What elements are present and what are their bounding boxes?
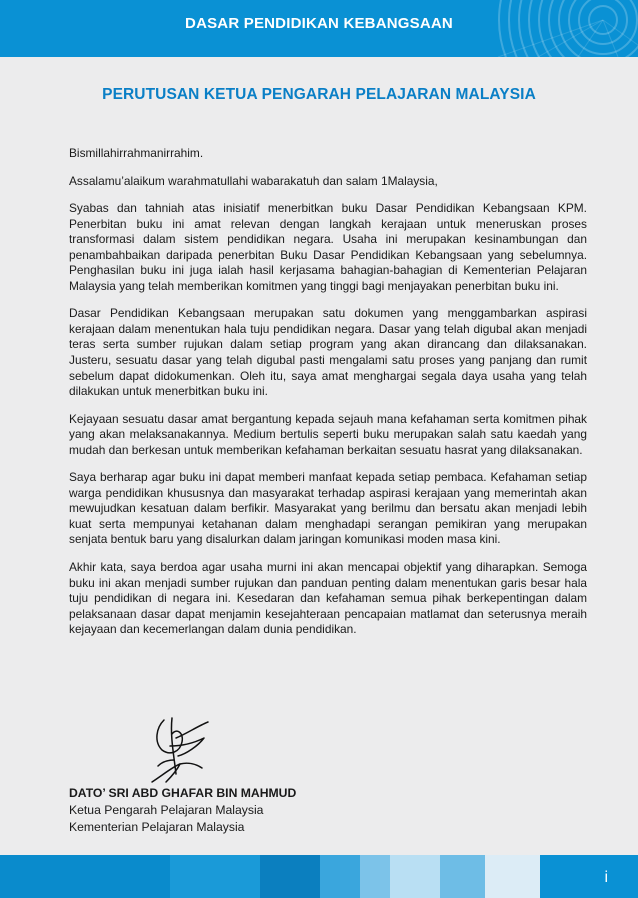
handwritten-signature	[146, 716, 226, 786]
page-number: i	[604, 869, 608, 886]
paragraph: Akhir kata, saya berdoa agar usaha murni ini akan mencapai objektif yang diharapkan. Semoga buku ini akan menjadi sumber rujukan dan panduan penting dalam menentukan garis besar hala tuju pendidikan di negara ini. Kesedaran dan kefahaman semua pihak berkepentingan dalam pelaksanaan dasar dapat menjamin kesejahteraan pencapaian matlamat dan seterusnya meraih kejayaan dan kecemerlangan dalam dunia pendidikan.	[69, 560, 587, 637]
paragraph-greeting-salam: Assalamu’alaikum warahmatullahi wabarakatuh dan salam 1Malaysia,	[69, 173, 438, 188]
message-body	[69, 146, 587, 650]
signer-name: DATO’ SRI ABD GHAFAR BIN MAHMUD	[69, 786, 297, 800]
header-title: DASAR PENDIDIKAN KEBANGSAAN	[185, 15, 453, 32]
paragraph: Dasar Pendidikan Kebangsaan merupakan satu dokumen yang menggambarkan aspirasi kerajaan dalam menentukan hala tuju pendidikan negara. Dasar yang telah digubal akan menjadi teras serta sumber rujukan dalam setiap program yang akan dirancang dan dilaksanakan. Justeru, sesuatu dasar yang telah digubal pasti mengalami satu proses yang panjang dan rumit sebelum dapat didokumenkan. Oleh itu, saya amat menghargai segala daya usaha yang telah dilakukan untuk menerbitkan buku ini.	[69, 306, 587, 399]
paragraph: Saya berharap agar buku ini dapat memberi manfaat kepada setiap pembaca. Kefahaman setiap warga pendidikan khususnya dan masyarakat terhadap aspirasi kerajaan yang memerintah akan mewujudkan kesatuan dalam berfikir. Masyarakat yang berilmu dan bersatu akan menjadi lebih kuat serta mempunyai ketahanan dalam menghadapi serangan pemikiran yang merupakan senjata bentuk baru yang disalurkan dalam jaringan komunikasi moden masa kini.	[69, 470, 587, 547]
signer-block	[69, 785, 296, 836]
paragraph: Syabas dan tahniah atas inisiatif menerbitkan buku Dasar Pendidikan Kebangsaan KPM. Penerbitan buku ini amat relevan dengan langkah kerajaan untuk meneruskan proses transformasi dalam sistem pendidikan negara. Usaha ini merupakan kesinambungan dan penambahbaikan daripada penerbitan Buku Dasar Pendidikan Kebangsaan yang sebelumnya. Penghasilan buku ini juga ialah hasil kerjasama bahagian-bahagian di Kementerian Pelajaran Malaysia yang telah memberikan komitmen yang tinggi bagi menjayakan penerbitan buku ini.	[69, 201, 587, 293]
paragraph-greeting-bismillah: Bismillahirrahmanirrahim.	[69, 146, 204, 160]
page-header	[0, 0, 638, 57]
footer-color-strip	[0, 855, 638, 898]
paragraph: Kejayaan sesuatu dasar amat bergantung kepada sejauh mana kefahaman serta komitmen pihak yang akan melaksanakannya. Medium bertulis seperti buku merupakan salah satu kaedah yang mudah dan berkesan untuk memberikan kefahaman berkaitan sesuatu hasrat yang dilaksanakan.	[69, 411, 587, 457]
signer-title: Ketua Pengarah Pelajaran Malaysia	[69, 803, 264, 817]
signer-organization: Kementerian Pelajaran Malaysia	[69, 820, 245, 834]
page-heading: PERUTUSAN KETUA PENGARAH PELAJARAN MALAYSIA	[102, 86, 536, 103]
